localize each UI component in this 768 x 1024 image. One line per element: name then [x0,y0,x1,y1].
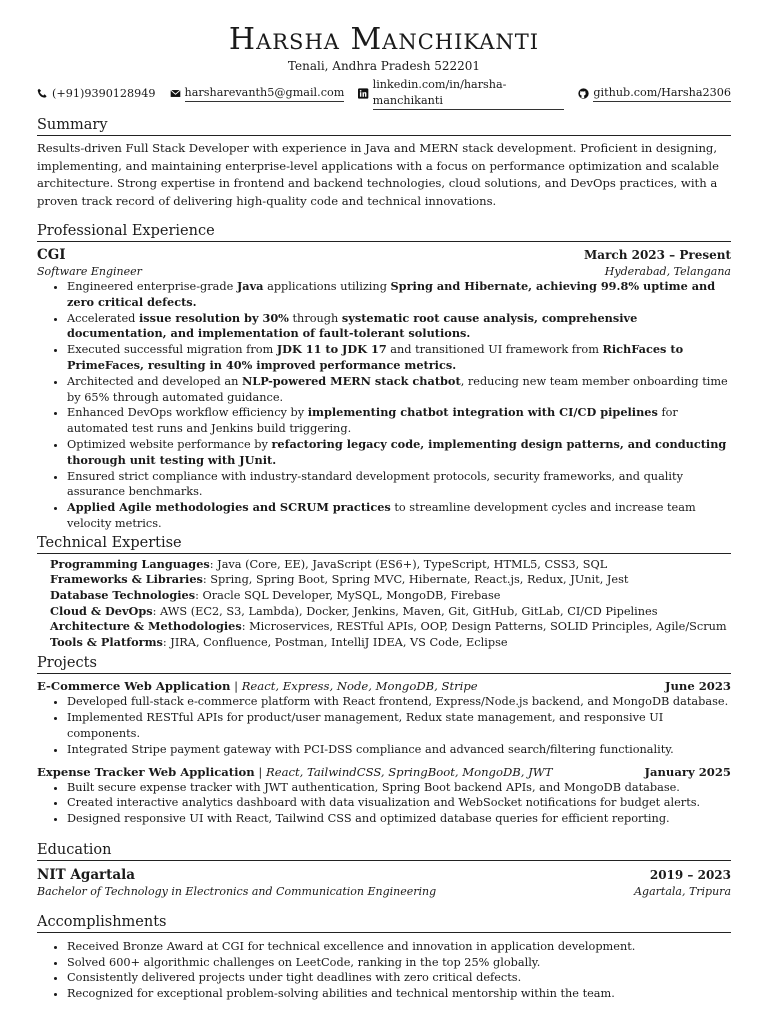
accomplishment-item: • Consistently delivered projects under tight deadlines with zero critical defects. [67,970,731,986]
skills-heading: Technical Expertise [37,534,731,554]
skill-value: : Java (Core, EE), JavaScript (ES6+), TypeScript, HTML5, CSS3, SQL [209,557,608,571]
contact-linkedin[interactable] [358,77,564,110]
accomplishments-heading: Accomplishments [37,913,731,933]
projects-list [37,678,731,827]
bullet-text: to streamline development cycles and increase team velocity metrics. [67,501,696,530]
accomplishments-list [37,939,731,1002]
skill-label: Programming Languages [50,556,210,571]
skills-list [37,557,731,651]
address: Tenali, Andhra Pradesh 522201 [287,59,481,73]
job-subheader [37,264,731,279]
skill-label: Frameworks & Libraries [50,572,203,587]
skill-value: : Microservices, RESTful APIs, OOP, Design Patterns, SOLID Principles, Agile/Scrum [241,620,727,634]
skill-label: Tools & Platforms [50,634,163,649]
contact-github[interactable] [578,77,731,110]
project-date: January 2025 [644,764,731,779]
bullet-text: Accelerated [67,311,139,325]
experience-bullet [67,500,731,532]
skill-value: : Oracle SQL Developer, MySQL, MongoDB, Firebase [195,588,501,602]
contact-bar [37,77,731,110]
project-name: E-Commerce Web Application [37,679,231,694]
bullet-text: applications utilizing [263,280,391,293]
bullet-bold-text: RichFaces to PrimeFaces, resulting in 40% improved performance metrics. [67,342,684,372]
project-bullet: • Developed full-stack e-commerce platform with React frontend, Express/Node.js backend, and MongoDB database. [67,694,731,710]
skill-row [50,572,731,588]
project-title-line [37,764,552,780]
candidate-name: Harsha Manchikanti [228,22,540,57]
job-company: CGI [37,247,66,263]
projects-heading: Projects [37,654,731,674]
education-header [37,867,731,884]
project-date: June 2023 [664,679,731,694]
experience-bullet [67,437,731,469]
project-name: Expense Tracker Web Application [37,764,255,779]
accomplishment-item: • Solved 600+ algorithmic challenges on LeetCode, ranking in the top 25% globally. [67,955,731,971]
education-dates: 2019 – 2023 [649,867,731,882]
education-degree: Bachelor of Technology in Electronics and Communication Engineering [37,884,437,898]
project-separator: | [230,679,242,694]
job-role: Software Engineer [37,265,142,278]
bullet-text: through [288,311,342,325]
envelope-icon [170,88,181,99]
resume-page [37,22,731,1002]
bullet-text: for automated test runs and Jenkins build triggering. [67,406,678,436]
experience-bullet [67,469,731,501]
project-header [37,678,731,694]
experience-bullet [67,311,731,343]
experience-bullet [67,374,731,406]
github-link[interactable]: github.com/Harsha2306 [593,85,731,102]
project-tech: React, Express, Node, MongoDB, Stripe [241,679,478,694]
education-location: Agartala, Tripura [634,884,731,898]
experience-heading: Professional Experience [37,222,731,242]
project-header [37,764,731,780]
accomplishment-item: • Received Bronze Award at CGI for technical excellence and innovation in application development. [67,939,731,955]
bullet-bold-text: Applied Agile methodologies and SCRUM practices [67,500,391,515]
project-bullet: • Created interactive analytics dashboard with data visualization and WebSocket notifications for budget alerts. [67,795,731,811]
contact-phone[interactable] [37,77,156,110]
accomplishment-item: • Recognized for exceptional problem-solving abilities and technical mentorship within the team. [67,986,731,1002]
skill-row [50,588,731,604]
skill-value: : JIRA, Confluence, Postman, IntelliJ IDEA, VS Code, Eclipse [162,635,508,649]
skill-row [50,557,731,573]
skill-label: Architecture & Methodologies [50,619,242,634]
skill-row [50,619,731,635]
project-bullets [37,780,731,827]
job-location: Hyderabad, Telangana [604,265,731,278]
bullet-bold-text: NLP-powered MERN stack chatbot [241,373,461,388]
skill-row [50,635,731,651]
linkedin-link[interactable]: linkedin.com/in/harsha-manchikanti [373,77,565,110]
project-bullet: • Implemented RESTful APIs for product/user management, Redux state management, and responsive UI components. [67,710,731,742]
bullet-text: Ensured strict compliance with industry-standard development protocols, security frameworks, and quality assurance benchmarks. [67,469,683,499]
bullet-text: Engineered enterprise-grade [67,280,237,293]
contact-email[interactable] [170,77,345,110]
education-heading: Education [37,841,731,861]
bullet-bold-text: Spring and Hibernate, achieving 99.8% uptime and zero critical defects. [67,279,716,309]
bullet-bold-text: JDK 11 to JDK 17 [276,342,387,357]
experience-bullet [67,405,731,437]
phone-icon [37,88,48,99]
skill-label: Database Technologies [50,587,196,602]
bullet-bold-text: Java [236,279,264,293]
bullet-text: Executed successful migration from [67,343,277,357]
project-tech: React, TailwindCSS, SpringBoot, MongoDB, JWT [266,764,553,779]
project-bullet: • Integrated Stripe payment gateway with PCI-DSS compliance and advanced search/filtering functionality. [67,742,731,758]
project-bullet: • Built secure expense tracker with JWT authentication, Spring Boot backend APIs, and MongoDB database. [67,780,731,796]
skill-value: : AWS (EC2, S3, Lambda), Docker, Jenkins, Maven, Git, GitHub, GitLab, CI/CD Pipelines [152,604,658,618]
project-title-line [37,678,478,694]
summary-heading: Summary [37,116,731,136]
phone-text: (+91)9390128949 [52,86,156,100]
bullet-text: Enhanced DevOps workflow efficiency by [67,406,308,420]
experience-bullet [67,279,731,311]
github-icon [578,88,589,99]
bullet-bold-text: refactoring legacy code, implementing design patterns, and conducting thorough unit testing with JUnit. [67,436,727,467]
bullet-text: , reducing new team member onboarding time by 65% through automated guidance. [67,374,728,404]
project-separator: | [254,764,267,779]
project-bullet: • Designed responsive UI with React, Tailwind CSS and optimized database queries for efficient reporting. [67,811,731,827]
linkedin-icon [358,88,368,99]
skill-value: : Spring, Spring Boot, Spring MVC, Hibernate, React.js, Redux, JUnit, Jest [202,573,629,587]
skill-label: Cloud & DevOps [50,603,153,618]
summary-text: Results-driven Full Stack Developer with experience in Java and MERN stack development. Proficient in designing, implementing, and maintaining enterprise-level applications with a focus on performance optimization and scalable architecture. Strong expertise in frontend and backend technologies, cloud solutions, and DevOps practices, with a proven track record of delivering high-quality code and technical innovations. [37,141,719,208]
bullet-text: and transitioned UI framework from [386,343,603,357]
project-item [37,678,731,757]
experience-bullets [37,279,731,532]
skill-row [50,604,731,620]
job-dates: March 2023 – Present [584,248,731,262]
email-link[interactable]: harsharevanth5@gmail.com [185,85,345,102]
project-bullets [37,694,731,757]
bullet-text: Architected and developed an [67,374,242,388]
job-header [37,247,731,264]
experience-bullet [67,342,731,374]
bullet-bold-text: implementing chatbot integration with CI/CD pipelines [307,405,658,420]
bullet-bold-text: issue resolution by 30% [138,310,289,325]
education-subheader [37,884,731,899]
project-item [37,764,731,827]
bullet-bold-text: systematic root cause analysis, comprehensive documentation, and implementation of fault-tolerant solutions. [67,310,638,341]
education-school: NIT Agartala [37,866,136,883]
bullet-text: Optimized website performance by [67,437,272,451]
